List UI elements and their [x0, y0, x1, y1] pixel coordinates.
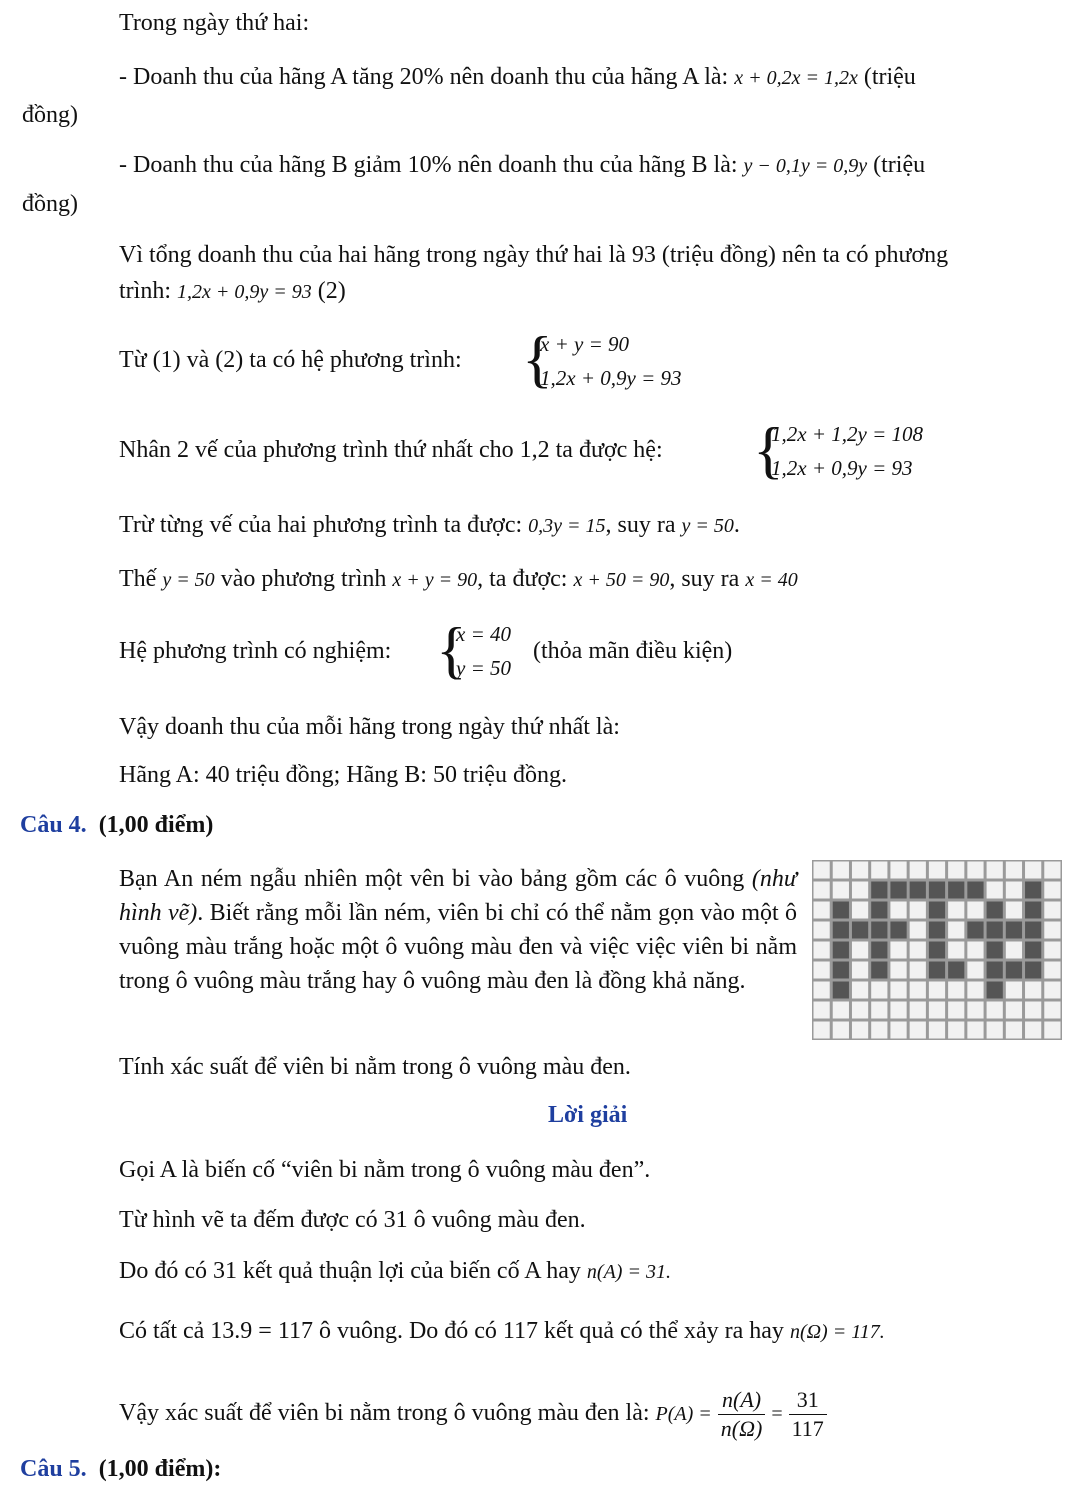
grid-cell-white	[890, 862, 906, 879]
text-line: Từ hình vẽ ta đếm được có 31 ô vuông màu đen.	[119, 1207, 586, 1233]
grid-cell-white	[967, 1002, 983, 1019]
grid-cell-white	[871, 1022, 887, 1039]
grid-cell-white	[1044, 962, 1060, 979]
grid-cell-white	[1006, 1002, 1022, 1019]
text-line: Hãng A: 40 triệu đồng; Hãng B: 50 triệu đồng.	[119, 762, 567, 788]
fraction: $\frac{n(A)}{n(\Omega)}$	[718, 1386, 766, 1443]
grid-cell-white	[814, 862, 830, 879]
grid-cell-black	[929, 882, 945, 899]
grid-cell-white	[929, 1022, 945, 1039]
grid-cell-white	[1006, 982, 1022, 999]
text-line: Nhân 2 vế của phương trình thứ nhất cho 1,2 ta được hệ:	[119, 437, 663, 463]
solution-heading: Lời giải	[548, 1102, 628, 1128]
grid-cell-white	[852, 942, 868, 959]
grid-cell-white	[967, 902, 983, 919]
grid-cell-black	[1025, 882, 1041, 899]
grid-cell-black	[1025, 962, 1041, 979]
grid-cell-white	[852, 862, 868, 879]
grid-cell-white	[852, 882, 868, 899]
grid-cell-black	[1025, 902, 1041, 919]
grid-cell-white	[910, 962, 926, 979]
math-inline: x + 0,2x = 1,2x	[734, 67, 858, 89]
grid-cell-black	[890, 922, 906, 939]
question-heading: Câu 4. (1,00 điểm)	[20, 812, 214, 838]
grid-cell-white	[814, 982, 830, 999]
text-line: - Doanh thu của hãng B giảm 10% nên doanh thu của hãng B là: y − 0,1y = 0,9y (triệu	[119, 152, 926, 178]
grid-cell-white	[910, 942, 926, 959]
grid-cell-white	[890, 982, 906, 999]
fraction: $\frac{31}{117}$	[789, 1386, 827, 1443]
grid-cell-white	[1044, 942, 1060, 959]
system-eq: x = 40	[456, 622, 511, 646]
grid-cell-black	[1025, 942, 1041, 959]
grid-cell-white	[910, 982, 926, 999]
grid-cell-black	[987, 982, 1003, 999]
grid-cell-white	[967, 862, 983, 879]
grid-cell-white	[948, 1002, 964, 1019]
grid-cell-black	[948, 962, 964, 979]
grid-cell-black	[929, 942, 945, 959]
grid-cell-white	[987, 1002, 1003, 1019]
grid-cell-white	[814, 902, 830, 919]
grid-cell-white	[890, 902, 906, 919]
grid-cell-black	[833, 902, 849, 919]
grid-cell-white	[910, 902, 926, 919]
grid-cell-white	[814, 942, 830, 959]
grid-cell-white	[1044, 862, 1060, 879]
grid-cell-black	[833, 962, 849, 979]
text-line: Tính xác suất để viên bi nằm trong ô vuông màu đen.	[119, 1054, 631, 1080]
grid-cell-black	[910, 882, 926, 899]
text-line: - Doanh thu của hãng A tăng 20% nên doanh thu của hãng A là: x + 0,2x = 1,2x (triệu	[119, 64, 916, 90]
grid-cell-white	[910, 922, 926, 939]
text-line: Vậy doanh thu của mỗi hãng trong ngày thứ nhất là:	[119, 714, 620, 740]
brace-icon: {	[753, 414, 784, 485]
grid-cell-black	[871, 882, 887, 899]
grid-cell-white	[967, 942, 983, 959]
grid-cell-white	[910, 1022, 926, 1039]
grid-cell-white	[852, 1002, 868, 1019]
grid-cell-white	[967, 962, 983, 979]
text-line: Do đó có 31 kết quả thuận lợi của biến cố A hay n(A) = 31.	[119, 1258, 671, 1284]
grid-cell-white	[814, 1022, 830, 1039]
grid-cell-black	[1006, 922, 1022, 939]
grid-cell-white	[948, 902, 964, 919]
grid-cell-black	[1025, 922, 1041, 939]
grid-cell-white	[967, 982, 983, 999]
text-line: Hệ phương trình có nghiệm:	[119, 638, 392, 664]
grid-cell-white	[833, 862, 849, 879]
text-line: trình: 1,2x + 0,9y = 93 (2)	[119, 278, 346, 304]
grid-cell-white	[814, 962, 830, 979]
grid-cell-black	[871, 922, 887, 939]
grid-cell-black	[987, 922, 1003, 939]
math-inline: y − 0,1y = 0,9y	[743, 155, 868, 177]
grid-cell-white	[948, 1022, 964, 1039]
grid-cell-black	[852, 922, 868, 939]
grid-cell-black	[871, 942, 887, 959]
grid-cell-black	[833, 922, 849, 939]
grid-cell-white	[929, 1002, 945, 1019]
grid-cell-white	[890, 1002, 906, 1019]
grid-cell-white	[1025, 982, 1041, 999]
grid-cell-white	[852, 902, 868, 919]
grid-cell-white	[871, 1002, 887, 1019]
grid-cell-black	[967, 922, 983, 939]
grid-cell-black	[871, 962, 887, 979]
grid-cell-black	[967, 882, 983, 899]
text-line: Vậy xác suất để viên bi nằm trong ô vuông màu đen là: P(A) = $\frac{n(A)}{n(\Omega)}$ = $\frac{31}{117}$	[119, 1386, 827, 1443]
grid-cell-white	[814, 882, 830, 899]
grid-cell-white	[852, 1022, 868, 1039]
grid-cell-white	[1006, 942, 1022, 959]
grid-cell-black	[871, 902, 887, 919]
grid-cell-white	[871, 862, 887, 879]
text-line: Vì tổng doanh thu của hai hãng trong ngày thứ hai là 93 (triệu đồng) nên ta có phương	[119, 242, 949, 268]
grid-cell-white	[890, 942, 906, 959]
grid-cell-black	[987, 942, 1003, 959]
question-text: Bạn An ném ngẫu nhiên một vên bi vào bảng gồm các ô vuông (như hình vẽ). Biết rằng mỗi lần ném, viên bi chỉ có thể nằm gọn vào một ô vuông màu trắng hoặc một ô vuông màu đen và việc việc viên bi nằm trong ô vuông màu trắng hay ô vuông màu đen là đồng khả năng.	[119, 866, 797, 994]
grid-cell-white	[948, 862, 964, 879]
grid-cell-white	[948, 942, 964, 959]
grid-cell-white	[814, 1002, 830, 1019]
grid-cell-black	[929, 902, 945, 919]
grid-cell-white	[833, 882, 849, 899]
grid-cell-white	[910, 862, 926, 879]
text-line: Thế y = 50 vào phương trình x + y = 90, ta được: x + 50 = 90, suy ra x = 40	[119, 566, 798, 592]
grid-cell-white	[852, 962, 868, 979]
grid-cell-white	[1025, 862, 1041, 879]
grid-cell-white	[948, 922, 964, 939]
grid-cell-white	[948, 982, 964, 999]
grid-cell-white	[987, 862, 1003, 879]
grid-cell-black	[1006, 962, 1022, 979]
grid-cell-white	[890, 962, 906, 979]
question-heading: Câu 5. (1,00 điểm):	[20, 1456, 222, 1482]
grid-cell-black	[890, 882, 906, 899]
brace-icon: {	[522, 323, 553, 394]
grid-cell-white	[852, 982, 868, 999]
grid-cell-white	[929, 982, 945, 999]
grid-cell-white	[987, 1022, 1003, 1039]
grid-cell-black	[987, 962, 1003, 979]
grid-cell-white	[967, 1022, 983, 1039]
text-line: Trong ngày thứ hai:	[119, 10, 310, 36]
grid-cell-black	[948, 882, 964, 899]
grid-figure	[812, 860, 1062, 1040]
text-line: đồng)	[22, 102, 78, 128]
grid-cell-white	[833, 1022, 849, 1039]
grid-cell-white	[1006, 1022, 1022, 1039]
text-line: Gọi A là biến cố “viên bi nằm trong ô vuông màu đen”.	[119, 1157, 651, 1183]
grid-cell-black	[987, 902, 1003, 919]
grid-cell-white	[910, 1002, 926, 1019]
grid-cell-white	[1025, 1022, 1041, 1039]
grid-cell-black	[833, 982, 849, 999]
grid-cell-white	[929, 862, 945, 879]
grid-cell-white	[833, 1002, 849, 1019]
grid-cell-white	[1044, 982, 1060, 999]
grid-cell-white	[890, 1022, 906, 1039]
grid-cell-white	[1044, 882, 1060, 899]
system-eq: 1,2x + 0,9y = 93	[771, 456, 913, 480]
grid-cell-white	[871, 982, 887, 999]
grid-cell-black	[929, 922, 945, 939]
text-line: đồng)	[22, 191, 78, 217]
text-line: Từ (1) và (2) ta có hệ phương trình:	[119, 347, 462, 373]
text-line: Trừ từng vế của hai phương trình ta được: 0,3y = 15, suy ra y = 50.	[119, 512, 740, 538]
math-inline: 1,2x + 0,9y = 93	[177, 281, 312, 303]
grid-cell-white	[1044, 902, 1060, 919]
grid-cell-white	[1006, 862, 1022, 879]
grid-cell-white	[1006, 882, 1022, 899]
text-line: Có tất cả 13.9 = 117 ô vuông. Do đó có 117 kết quả có thể xảy ra hay n(Ω) = 117.	[119, 1318, 885, 1344]
system-eq: 1,2x + 1,2y = 108	[771, 422, 923, 446]
grid-cell-black	[833, 942, 849, 959]
grid-cell-white	[1044, 922, 1060, 939]
grid-cell-white	[1006, 902, 1022, 919]
grid-cell-white	[1044, 1002, 1060, 1019]
grid-cell-black	[929, 962, 945, 979]
brace-icon: {	[436, 614, 467, 685]
grid-cell-white	[1025, 1002, 1041, 1019]
system-eq: y = 50	[456, 656, 511, 680]
text-line: (thỏa mãn điều kiện)	[533, 638, 733, 664]
grid-cell-white	[987, 882, 1003, 899]
system-eq: x + y = 90	[540, 332, 629, 356]
system-eq: 1,2x + 0,9y = 93	[540, 366, 682, 390]
grid-cell-white	[1044, 1022, 1060, 1039]
grid-cell-white	[814, 922, 830, 939]
